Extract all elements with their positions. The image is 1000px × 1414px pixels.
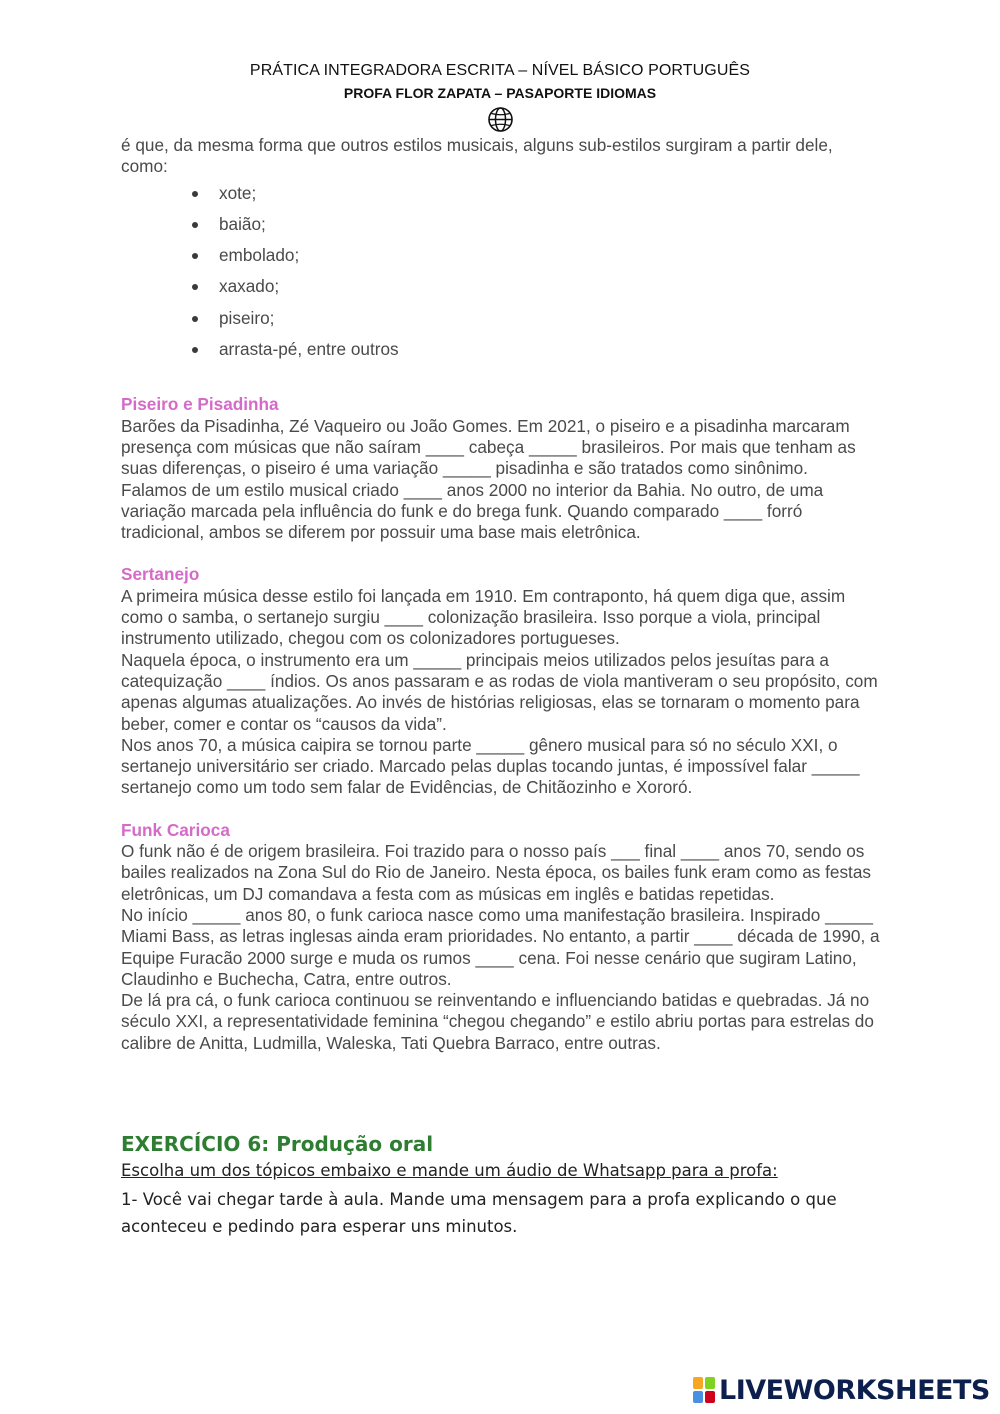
list-item: xaxado;: [219, 271, 881, 302]
page-header: [0, 60, 1000, 103]
list-item: xote;: [219, 178, 881, 209]
section-funk-carioca: [121, 820, 881, 1054]
exercise-block: [121, 1132, 901, 1240]
section-title: Piseiro e Pisadinha: [121, 394, 279, 415]
globe-icon: [487, 106, 514, 133]
section-sertanejo: [121, 564, 881, 798]
paragraph: Naquela época, o instrumento era um _____ principais meios utilizados pelos jesuítas para a catequização ____ índios. Os anos passaram e as rodas de viola mantiveram o seu propósito, com apenas algumas atualizações. Ao invés de histórias religiosas, elas se tornaram o momento para beber, comer e contar os “causos da vida”.: [121, 649, 878, 734]
exercise-instruction: Escolha um dos tópicos embaixo e mande um áudio de Whatsapp para a profa:: [121, 1161, 778, 1180]
intro-text: é que, da mesma forma que outros estilos musicais, alguns sub-estilos surgiram a partir dele, como:: [121, 135, 833, 177]
paragraph: Barões da Pisadinha, Zé Vaqueiro ou João Gomes. Em 2021, o piseiro e a pisadinha marcaram presença com músicas que não saíram ____ cabeça _____ brasileiros. Por mais que tenham as suas diferenças, o piseiro é uma variação _____ pisadinha e são tratados como sinônimo.: [121, 415, 856, 479]
logo-square: [693, 1391, 703, 1403]
list-item: embolado;: [219, 240, 881, 271]
list-item: baião;: [219, 209, 881, 240]
paragraph: No início _____ anos 80, o funk carioca nasce como uma manifestação brasileira. Inspirado _____ Miami Bass, as letras inglesas ainda eram prioridades. No entanto, a partir ____ década de 1990, a Equipe Furacão 2000 surge e muda os rumos ____ cena. Foi nesse cenário que sugiram Latino, Claudinho e Buchecha, Catra, entre outros.: [121, 904, 880, 989]
paragraph: Falamos de um estilo musical criado ____ anos 2000 no interior da Bahia. No outro, de uma variação marcada pela influência do funk e do brega funk. Quando comparado ____ forró tradicional, ambos se diferem por possuir uma base mais eletrônica.: [121, 479, 824, 543]
paragraph: Nos anos 70, a música caipira se tornou parte _____ gênero musical para só no século XXI, o sertanejo universitário ser criado. Marcado pelas duplas tocando juntas, é impossível falar _____ sertanejo como um todo sem falar de Evidências, de Chitãozinho e Xororó.: [121, 734, 860, 798]
exercise-title: EXERCÍCIO 6: Produção oral: [121, 1132, 434, 1156]
liveworksheets-logo: [693, 1375, 990, 1405]
exercise-item: 1- Você vai chegar tarde à aula. Mande uma mensagem para a profa explicando o que aconteceu e pedindo para esperar uns minutos.: [121, 1190, 837, 1236]
list-item: piseiro;: [219, 303, 881, 334]
paragraph: O funk não é de origem brasileira. Foi trazido para o nosso país ___ final ____ anos 70, sendo os bailes realizados na Zona Sul do Rio de Janeiro. Nesta época, os bailes funk eram como as festas eletrônicas, um DJ comandava a festa com as músicas em inglês e batidas repetidas.: [121, 841, 871, 904]
section-piseiro: [121, 394, 881, 543]
header-subtitle: PROFA FLOR ZAPATA – PASAPORTE IDIOMAS: [343, 85, 657, 101]
header-title: PRÁTICA INTEGRADORA ESCRITA – NÍVEL BÁSICO PORTUGUÊS: [249, 62, 751, 79]
logo-text: LIVEWORKSHEETS: [719, 1374, 990, 1406]
paragraph: A primeira música desse estilo foi lançada em 1910. Em contraponto, há quem diga que, assim como o samba, o sertanejo surgiu ____ colonização brasileira. Isso porque a viola, principal instrumento utilizado, chegou com os colonizadores portugueses.: [121, 585, 846, 649]
logo-square: [693, 1377, 703, 1389]
list-item: arrasta-pé, entre outros: [219, 334, 881, 365]
logo-square: [705, 1377, 715, 1389]
worksheet-content: [121, 135, 881, 1054]
substyle-list: [121, 178, 881, 366]
logo-mark-icon: [693, 1377, 715, 1403]
paragraph: De lá pra cá, o funk carioca continuou se reinventando e influenciando batidas e quebradas. Já no século XXI, a representatividade feminina “chegou chegando” e estilo abriu portas para estrelas do calibre de Anitta, Ludmilla, Waleska, Tati Quebra Barraco, entre outras.: [121, 990, 874, 1053]
logo-square: [705, 1391, 715, 1403]
section-title: Funk Carioca: [121, 819, 230, 840]
section-title: Sertanejo: [121, 564, 200, 585]
